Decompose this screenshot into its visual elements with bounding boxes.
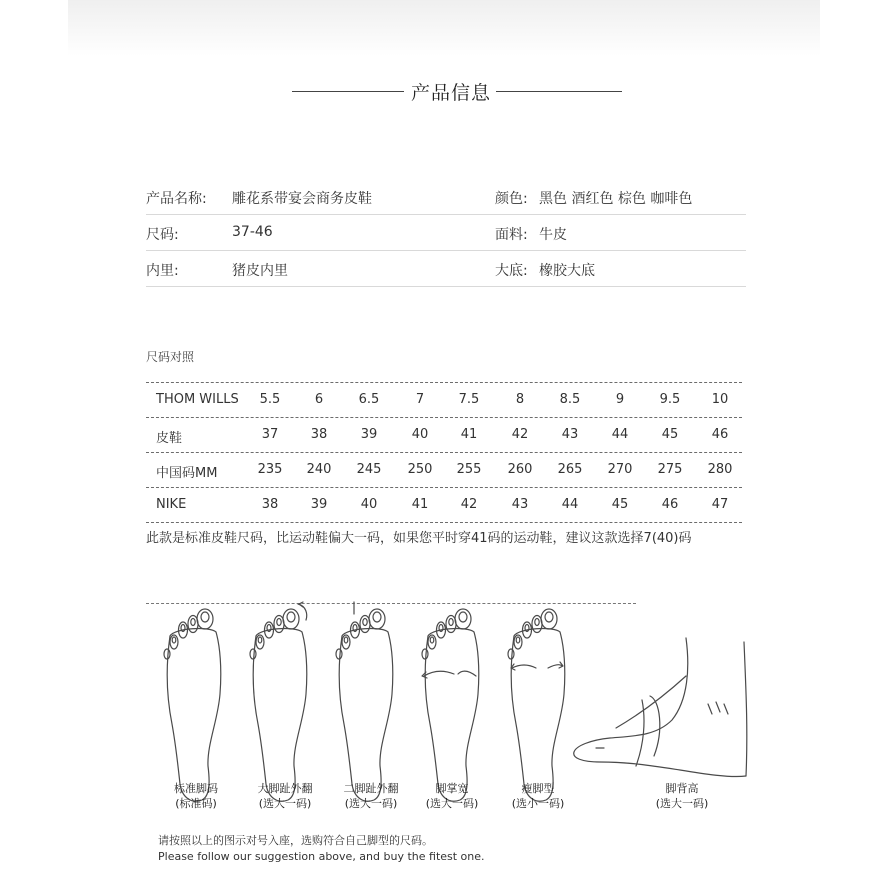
- caption-standard-advice: (标准码): [175, 797, 217, 810]
- size-cell: 40: [411, 427, 429, 442]
- caption-bunion-advice: (选大一码): [258, 797, 312, 810]
- sole-label: 大底:: [495, 263, 528, 279]
- caption-second-toe: [332, 781, 410, 811]
- color-value: 黑色 酒红色 棕色 咖啡色: [539, 191, 693, 207]
- size-cell: 42: [511, 427, 529, 442]
- caption-second-toe-name: 二脚趾外翻: [343, 782, 399, 795]
- size-cell: 41: [411, 497, 429, 512]
- size-cell: 46: [661, 497, 679, 512]
- color-label: 颜色:: [495, 191, 528, 207]
- size-note: 此款是标准皮鞋尺码，比运动鞋偏大一码，如果您平时穿41码的运动鞋，建议这款选择7(40)码: [146, 531, 692, 546]
- name-value: 雕花系带宴会商务皮鞋: [232, 191, 372, 207]
- size-value: 37-46: [232, 224, 273, 240]
- size-cell: 46: [711, 427, 729, 442]
- size-cell: 280: [707, 462, 733, 477]
- size-cell: 255: [456, 462, 482, 477]
- caption-wide-name: 脚掌宽: [435, 782, 469, 795]
- upper-label: 面料:: [495, 227, 528, 243]
- foot-thin-icon: [508, 609, 565, 801]
- caption-bunion-name: 大脚趾外翻: [257, 782, 313, 795]
- size-cell: 42: [460, 497, 478, 512]
- size-cell: 10: [711, 392, 729, 407]
- upper-value: 牛皮: [539, 227, 567, 243]
- size-label: 尺码:: [146, 227, 179, 243]
- foot-wide-icon: [422, 609, 479, 801]
- caption-standard: [160, 781, 232, 811]
- caption-thin-name: 瘦脚型: [521, 782, 555, 795]
- size-row-label: NIKE: [156, 497, 187, 512]
- caption-high-instep: [646, 781, 718, 811]
- foot-bunion-icon: [250, 602, 307, 801]
- size-cell: 9: [615, 392, 625, 407]
- size-cell: 240: [306, 462, 332, 477]
- size-cell: 38: [261, 497, 279, 512]
- name-label: 产品名称:: [146, 191, 207, 207]
- sole-value: 橡胶大底: [539, 263, 595, 279]
- size-cell: 275: [657, 462, 683, 477]
- caption-wide-advice: (选大一码): [425, 797, 479, 810]
- size-cell: 260: [507, 462, 533, 477]
- caption-thin: [502, 781, 574, 811]
- size-cell: 39: [310, 497, 328, 512]
- size-cell: 41: [460, 427, 478, 442]
- lining-label: 内里:: [146, 263, 179, 279]
- size-cell: 39: [360, 427, 378, 442]
- foot-high-instep-icon: [574, 638, 747, 777]
- caption-high-instep-name: 脚背高: [665, 782, 699, 795]
- size-cell: 45: [661, 427, 679, 442]
- size-cell: 8.5: [559, 392, 581, 407]
- size-cell: 40: [360, 497, 378, 512]
- size-cell: 7: [415, 392, 425, 407]
- footer-note-zh: 请按照以上的图示对号入座，选购符合自己脚型的尺码。: [158, 834, 433, 847]
- caption-standard-name: 标准脚码: [174, 782, 218, 795]
- size-cell: 44: [561, 497, 579, 512]
- size-cell: 6.5: [358, 392, 380, 407]
- foot-second-toe-icon: [336, 602, 393, 801]
- size-cell: 44: [611, 427, 629, 442]
- lining-value: 猪皮内里: [232, 263, 288, 279]
- caption-wide: [416, 781, 488, 811]
- size-row-label: THOM WILLS: [156, 392, 239, 407]
- foot-standard-icon: [164, 609, 221, 801]
- size-cell: 43: [511, 497, 529, 512]
- size-chart-label: 尺码对照: [146, 350, 195, 364]
- size-cell: 235: [257, 462, 283, 477]
- footer-note-en: Please follow our suggestion above, and buy the fitest one.: [158, 850, 485, 863]
- caption-second-toe-advice: (选大一码): [344, 797, 398, 810]
- size-cell: 8: [515, 392, 525, 407]
- size-cell: 45: [611, 497, 629, 512]
- size-cell: 270: [607, 462, 633, 477]
- size-cell: 7.5: [458, 392, 480, 407]
- size-cell: 245: [356, 462, 382, 477]
- size-cell: 38: [310, 427, 328, 442]
- size-row-label: 中国码MM: [156, 466, 218, 481]
- size-cell: 265: [557, 462, 583, 477]
- size-row-label: 皮鞋: [156, 431, 183, 446]
- caption-high-instep-advice: (选大一码): [655, 797, 709, 810]
- size-cell: 250: [407, 462, 433, 477]
- caption-bunion: [246, 781, 324, 811]
- size-cell: 6: [314, 392, 324, 407]
- size-cell: 5.5: [259, 392, 281, 407]
- size-cell: 47: [711, 497, 729, 512]
- caption-thin-advice: (选小一码): [511, 797, 565, 810]
- size-cell: 37: [261, 427, 279, 442]
- page-title: 产品信息: [410, 82, 491, 104]
- size-cell: 43: [561, 427, 579, 442]
- size-cell: 9.5: [659, 392, 681, 407]
